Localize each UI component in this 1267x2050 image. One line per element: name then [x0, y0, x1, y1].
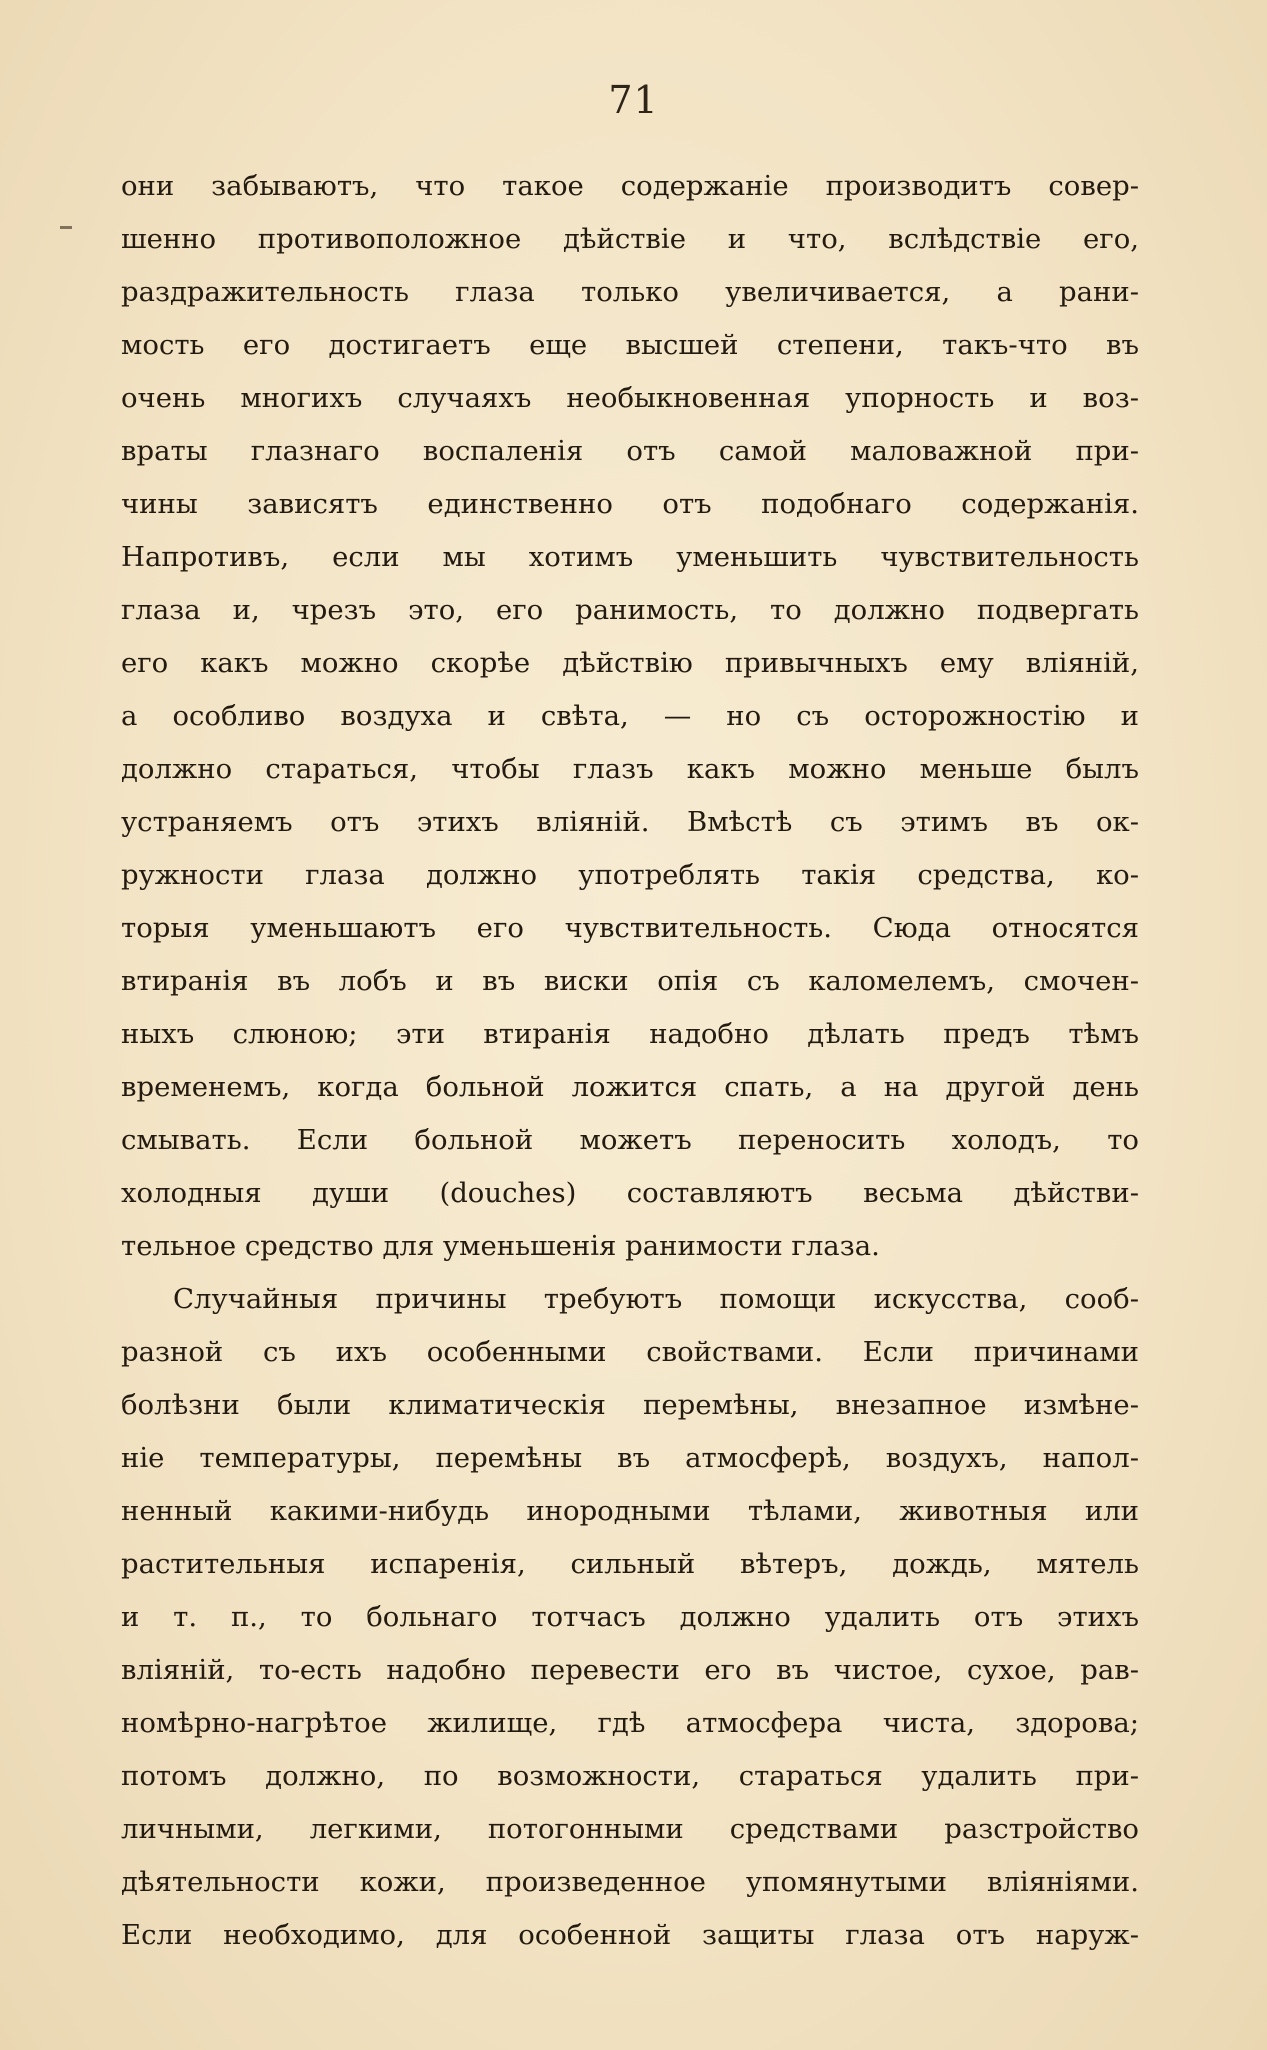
text-line: втиранія въ лобъ и въ виски опія съ каломелемъ, смочен-	[121, 965, 1139, 997]
text-line: Напротивъ, если мы хотимъ уменьшить чувствительность	[121, 541, 1139, 573]
text-line: потомъ должно, по возможности, стараться удалить при-	[121, 1760, 1139, 1792]
page-number: 71	[608, 78, 659, 122]
text-line: временемъ, когда больной ложится спать, а на другой день	[121, 1071, 1139, 1103]
text-line: шенно противоположное дѣйствіе и что, вслѣдствіе его,	[121, 223, 1139, 255]
text-line: а особливо воздуха и свѣта, — но съ осторожностію и	[121, 700, 1139, 732]
text-line: холодныя души (douches) составляютъ весьма дѣйстви-	[121, 1177, 1139, 1209]
text-line: глаза и, чрезъ это, его ранимость, то должно подвергать	[121, 594, 1139, 626]
body-text	[121, 160, 1139, 1962]
text-line: тельное средство для уменьшенія ранимости глаза.	[121, 1230, 880, 1262]
text-line: дѣятельности кожи, произведенное упомянутыми вліяніями.	[121, 1866, 1139, 1898]
margin-mark	[60, 226, 72, 229]
text-line: болѣзни были климатическія перемѣны, внезапное измѣне-	[121, 1389, 1139, 1421]
text-line: очень многихъ случаяхъ необыкновенная упорность и воз-	[121, 382, 1139, 414]
text-line: Если необходимо, для особенной защиты глаза отъ наруж-	[121, 1919, 1139, 1951]
text-line: его какъ можно скорѣе дѣйствію привычныхъ ему вліяній,	[121, 647, 1139, 679]
text-line: раздражительность глаза только увеличивается, а рани-	[121, 276, 1139, 308]
text-line: и т. п., то больнаго тотчасъ должно удалить отъ этихъ	[121, 1601, 1139, 1633]
text-line: чины зависятъ единственно отъ подобнаго содержанія.	[121, 488, 1139, 520]
text-line: ніе температуры, перемѣны въ атмосферѣ, воздухъ, напол-	[121, 1442, 1139, 1474]
text-line: ружности глаза должно употреблять такія средства, ко-	[121, 859, 1139, 891]
text-line: мость его достигаетъ еще высшей степени, такъ-что въ	[121, 329, 1139, 361]
text-line: ныхъ слюною; эти втиранія надобно дѣлать предъ тѣмъ	[121, 1018, 1139, 1050]
text-line: номѣрно-нагрѣтое жилище, гдѣ атмосфера чиста, здорова;	[121, 1707, 1139, 1739]
paragraph-first-line: Случайныя причины требуютъ помощи искусства, сооб-	[173, 1283, 1139, 1315]
text-line: смывать. Если больной можетъ переносить холодъ, то	[121, 1124, 1139, 1156]
text-line: растительныя испаренія, сильный вѣтеръ, дождь, мятель	[121, 1548, 1139, 1580]
text-line: должно стараться, чтобы глазъ какъ можно меньше былъ	[121, 753, 1139, 785]
text-line: они забываютъ, что такое содержаніе производитъ совер-	[121, 170, 1139, 202]
text-line: вліяній, то-есть надобно перевести его въ чистое, сухое, рав-	[121, 1654, 1139, 1686]
text-line: ненный какими-нибудь инородными тѣлами, животныя или	[121, 1495, 1139, 1527]
text-line: разной съ ихъ особенными свойствами. Если причинами	[121, 1336, 1139, 1368]
text-line: враты глазнаго воспаленія отъ самой маловажной при-	[121, 435, 1139, 467]
text-line: торыя уменьшаютъ его чувствительность. Сюда относятся	[121, 912, 1139, 944]
text-line: устраняемъ отъ этихъ вліяній. Вмѣстѣ съ этимъ въ ок-	[121, 806, 1139, 838]
text-line: личными, легкими, потогонными средствами разстройство	[121, 1813, 1139, 1845]
